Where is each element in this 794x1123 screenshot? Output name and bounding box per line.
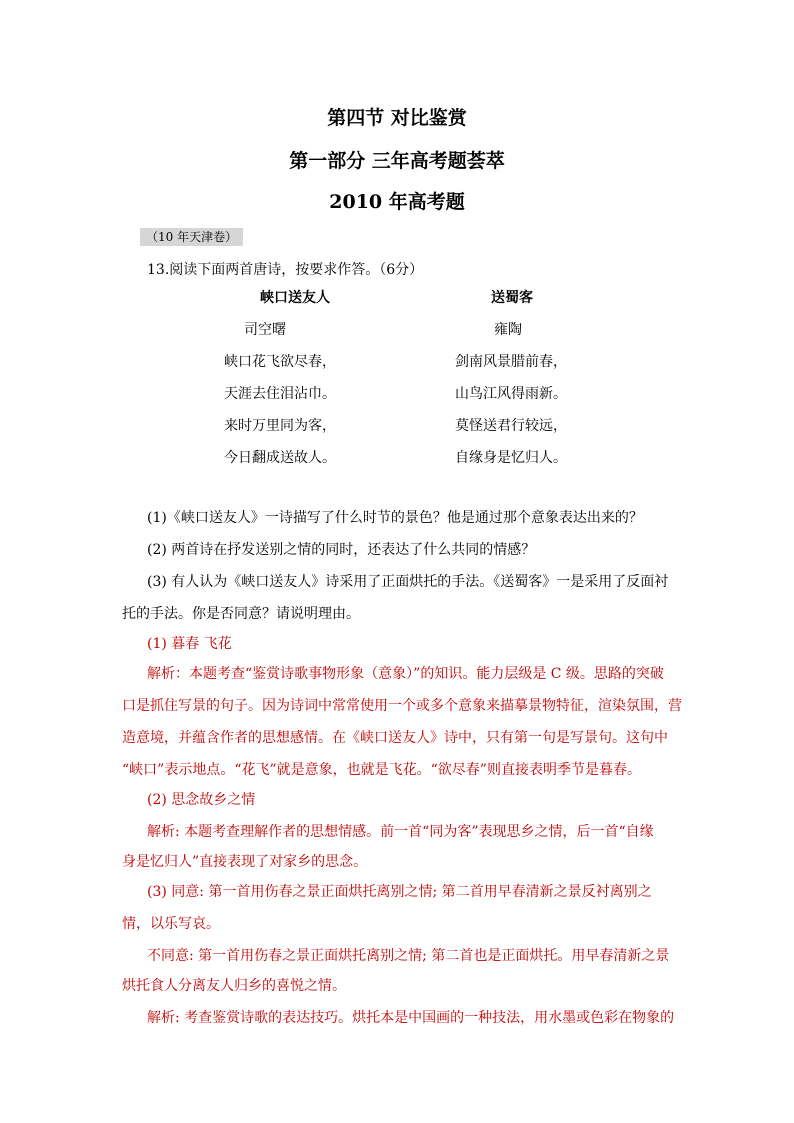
poem-2-line: 山鸟江风得雨新。 [455,386,567,402]
poem-1-line: 来时万里同为客， [224,418,336,434]
answer-3-agree: 情，以乐写哀。 [122,916,220,932]
poem-2-line: 莫怪送君行较远， [455,418,567,434]
poem-1-title: 峡口送友人 [260,290,330,306]
poem-1-line: 峡口花飞欲尽春， [224,354,336,370]
poem-2 [455,288,567,468]
poem-2-author: 雍陶 [494,322,522,338]
poem-1-line: 天涯去住泪沾巾。 [224,386,336,402]
poem-1-author: 司空曙 [244,322,286,338]
sub-question-1: (1)《峡口送友人》一诗描写了什么时节的景色？他是通过那个意象表达出来的？ [147,510,643,526]
answer-2: (2) 思念故乡之情 [147,792,256,808]
section-heading: 第四节 对比鉴赏 [327,107,467,129]
sub-question-2: (2) 两首诗在抒发送别之情的同时，还表达了什么共同的情感？ [147,542,536,558]
year-heading: 2010 年高考题 [329,191,465,213]
answer-1-analysis: 口是抓住写景的句子。因为诗词中常常使用一个或多个意象来描摹景物特征，渲染氛围，营 [122,698,682,714]
answer-3-disagree: 不同意: 第一首用伤春之景正面烘托离别之情; 第二首也是正面烘托。用早春清新之景 [147,948,670,964]
answer-3-agree: (3) 同意: 第一首用伤春之景正面烘托离别之情; 第二首用早春清新之景反衬离别之 [147,884,652,900]
poem-1-line: 今日翻成送故人。 [224,450,336,466]
answer-3-analysis: 解析: 考查鉴赏诗歌的表达技巧。烘托本是中国画的一种技法，用水墨或色彩在物象的 [147,1010,675,1026]
answer-1: (1) 暮春 飞花 [147,636,232,652]
poem-2-line: 剑南风景腊前春， [455,354,567,370]
sub-question-3: (3) 有人认为《峡口送友人》诗采用了正面烘托的手法。《送蜀客》一是采用了反面衬 [147,574,669,590]
answer-3-disagree: 烘托食人分离友人归乡的喜悦之情。 [122,978,346,994]
poem-2-title: 送蜀客 [491,290,533,306]
answer-2-analysis: 解析: 本题考查理解作者的思想情感。前一首“同为客”表现思乡之情，后一首“自缘 [147,824,654,840]
poem-2-line: 自缘身是忆归人。 [455,450,567,466]
answer-2-analysis: 身是忆归人”直接表现了对家乡的思念。 [122,854,368,870]
part-heading: 第一部分 三年高考题荟萃 [289,150,505,172]
answer-1-analysis: 造意境，并蕴含作者的思想感情。在《峡口送友人》诗中，只有第一句是写景句。这句中 [122,730,668,746]
source-tag: （10 年天津卷） [140,228,243,246]
question-prompt: 13.阅读下面两首唐诗，按要求作答。（6分） [147,262,424,278]
answer-1-analysis: 解析：本题考查“鉴赏诗歌事物形象（意象）”的知识。能力层级是 C 级。思路的突破 [147,666,664,682]
sub-question-3-cont: 托的手法。你是否同意？请说明理由。 [122,606,360,622]
poem-1 [224,288,336,468]
answer-1-analysis: “峡口”表示地点。“花飞”就是意象，也就是飞花。“欲尽春”则直接表明季节是暮春。 [122,762,641,778]
